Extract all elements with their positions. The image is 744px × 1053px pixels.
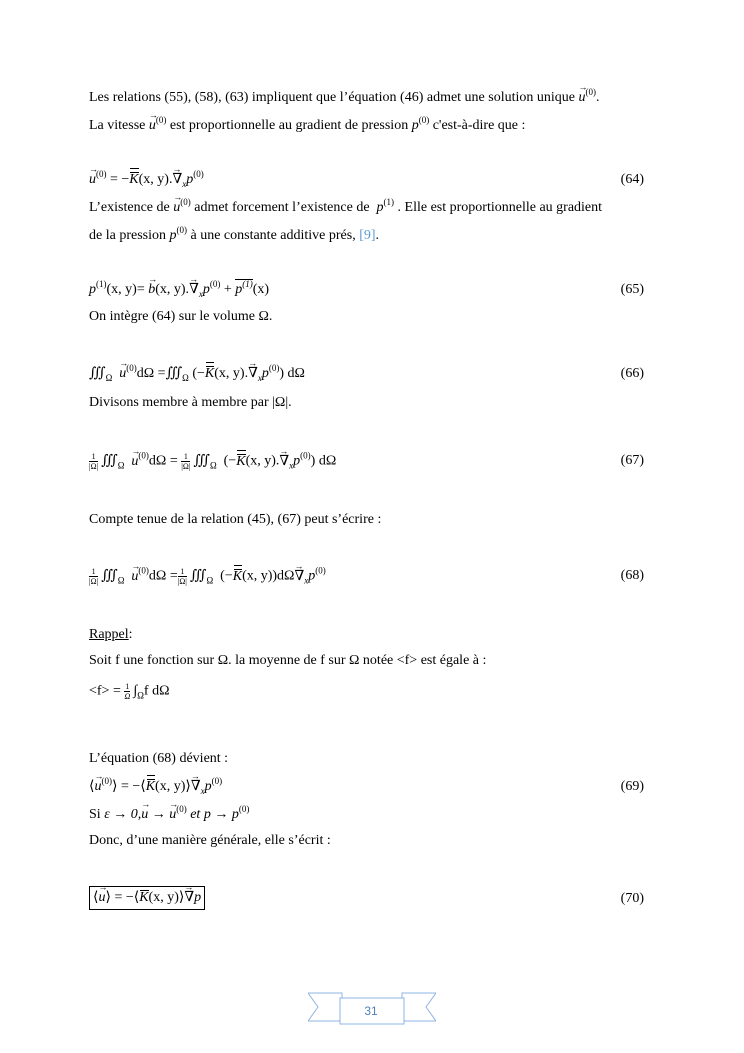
reminder-line: Soit f une fonction sur Ω. la moyenne de f sur Ω notée <f> est égale à :	[89, 653, 487, 668]
equation-67: $\frac{1}{|\Omega|}$ $∭_\Omega \to u^{(0)}d\Omega$ = $\frac{1}{|\Omega|}$ $∭_\Omega$ (−K(x, $y).\to \nabla_xp^{(0)}$) dΩ	[89, 452, 336, 471]
equation-number-70: (70)	[620, 891, 644, 906]
ribbon-right-tail	[402, 993, 436, 1021]
equation-number-68: (68)	[620, 568, 644, 583]
page-number: 31	[364, 1004, 378, 1018]
reminder-formula: <f> = $\frac{1}{\Omega}$ $\int_\Omega f$ dΩ	[89, 682, 170, 701]
equation-69: ⟨→ $u^{(0)}⟩$ = −⟨K(x, y)⟩→ $\nabla_xp^{(0)}$	[89, 778, 222, 796]
equation-number-66: (66)	[620, 366, 644, 381]
vector-u: → u	[579, 89, 586, 107]
equation-66: $∭_\Omega \to u^{(0)}d\Omega$ $=∭_\Omega$ (−K(x, $y).\to \nabla_xp^{(0)}$) dΩ	[89, 365, 305, 383]
text-relation: Compte tenue de la relation (45), (67) peut s’écrire :	[89, 512, 382, 527]
text-becomes: L’équation (68) dévient :	[89, 751, 229, 766]
equation-number-65: (65)	[620, 282, 644, 297]
equation-number-64: (64)	[620, 172, 644, 187]
equation-65: $p^{(1)}(x$, y)= → b(x, $y).\to \nabla_xp^{(0)} + p^{(1)}(x)$	[89, 281, 269, 299]
equation-number-69: (69)	[620, 779, 644, 794]
text-integrate: On intègre (64) sur le volume Ω.	[89, 309, 273, 324]
paragraph2-line-2: de la pression $p^{(0)}$ à une constante additive prés, [9].	[89, 225, 380, 243]
text-divide: Divisons membre à membre par |Ω|.	[89, 395, 292, 410]
boxed-equation: ⟨→ u⟩ = −⟨K(x, y)⟩→ ∇p	[89, 886, 205, 910]
paragraph-line-1: Les relations (55), (58), (63) impliquent que l’équation (46) admet une solution unique → $u^{(0)}$.	[89, 89, 600, 107]
equation-number-67: (67)	[620, 453, 644, 468]
paragraph-line-2: La vitesse → $u^{(0)}$ est proportionnelle au gradient de pression $p^{(0)}$ c'est-à-dire que :	[89, 117, 525, 135]
citation-link[interactable]: [9]	[359, 228, 376, 243]
reminder-heading: Rappel:	[89, 627, 133, 642]
ribbon-left-tail	[308, 993, 342, 1021]
paragraph2-line-1: L’existence de → $u^{(0)}$ admet forcement l’existence de $p^{(1)}$ . Elle est proportionnelle au gradient	[89, 199, 602, 217]
text-general: Donc, d’une manière générale, elle s’écrit :	[89, 833, 331, 848]
equation-64: → $u^{(0)} = -K(x$, $y).\to \nabla_xp^{(0)}$	[89, 171, 204, 189]
equation-68: $\frac{1}{|\Omega|}$ $∭_\Omega \to u^{(0)}d\Omega$ = $\frac{1}{|\Omega|}$ $∭_\Omega$ (−K(x, $y))d\Omega\to \nabla_xp^{(0)}$	[89, 567, 326, 586]
fraction: $\frac{1}{|\Omega|}$	[89, 452, 99, 471]
text-limit: Si ε → 0,→ u → → $u^{(0)}$ et $p \to p^{(0)}$	[89, 806, 249, 824]
equation-70	[89, 886, 205, 910]
